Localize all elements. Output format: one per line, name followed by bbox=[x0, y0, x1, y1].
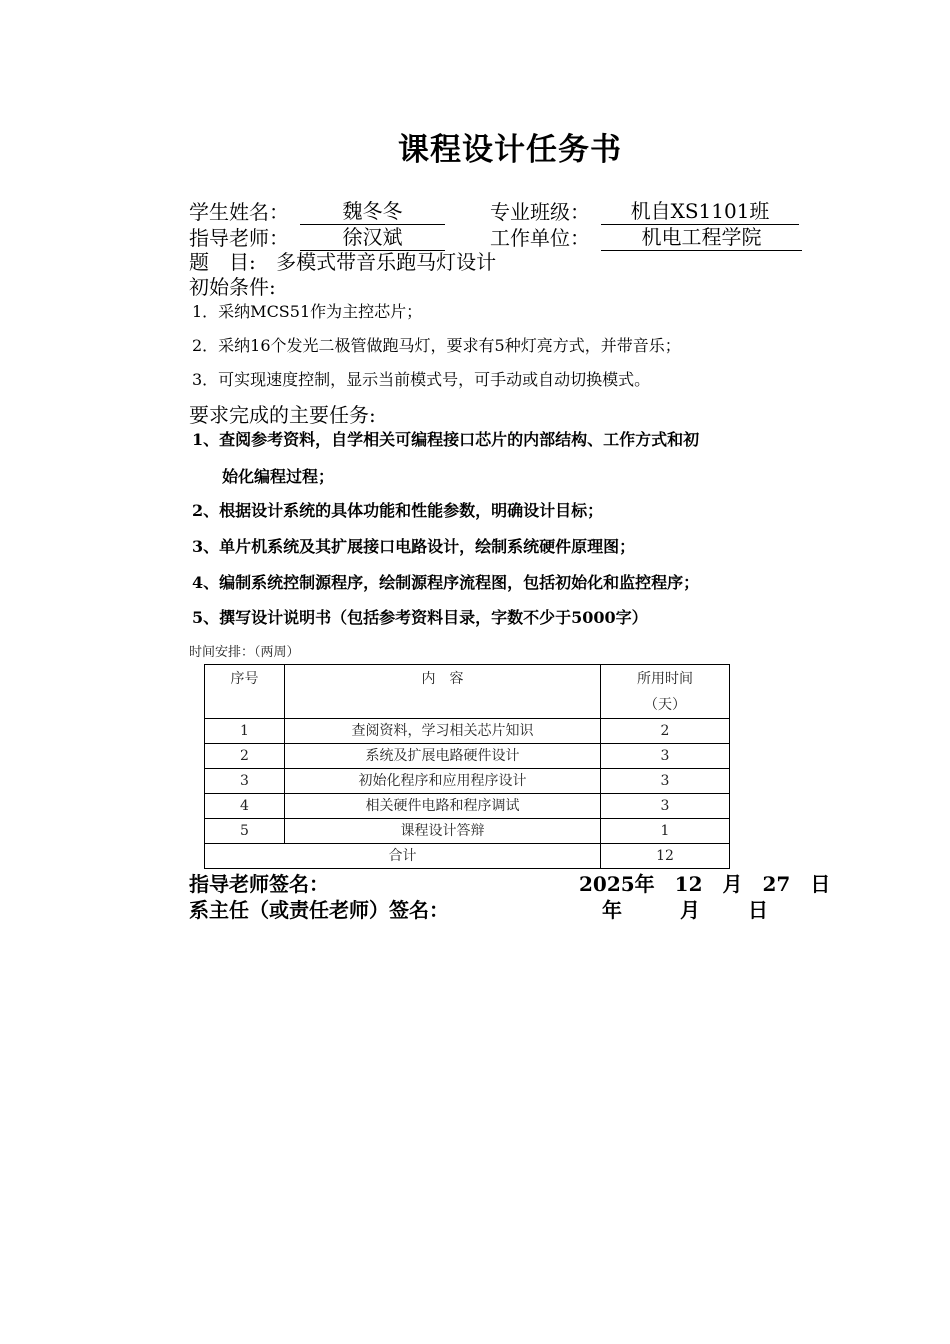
condition-item-1: 1．采纳MCS51作为主控芯片； bbox=[192, 302, 423, 321]
task-item-4: 4、编制系统控制源程序，绘制源程序流程图，包括初始化和监控程序； bbox=[192, 573, 700, 592]
teacher-name-value: 徐汉斌 bbox=[300, 224, 445, 251]
row-content: 课程设计答辩 bbox=[285, 819, 601, 844]
student-name-label: 学生姓名： bbox=[189, 200, 289, 224]
conditions-heading: 初始条件: bbox=[189, 275, 276, 299]
table-total-row bbox=[205, 844, 730, 869]
row-no: 1 bbox=[205, 719, 285, 744]
row-days: 3 bbox=[601, 769, 730, 794]
table-row bbox=[205, 819, 730, 844]
schedule-table bbox=[204, 664, 730, 869]
total-label: 合计 bbox=[205, 844, 601, 869]
class-label: 专业班级： bbox=[490, 200, 590, 224]
row-content: 相关硬件电路和程序调试 bbox=[285, 794, 601, 819]
director-year: 年 bbox=[602, 898, 622, 922]
row-content: 系统及扩展电路硬件设计 bbox=[285, 744, 601, 769]
row-no: 5 bbox=[205, 819, 285, 844]
condition-item-2: 2．采纳16个发光二极管做跑马灯，要求有5种灯亮方式，并带音乐； bbox=[192, 336, 681, 355]
header-days-line2: （天） bbox=[644, 697, 686, 713]
schedule-label: 时间安排：（两周） bbox=[189, 645, 300, 660]
task-item-2: 2、根据设计系统的具体功能和性能参数，明确设计目标； bbox=[192, 501, 604, 520]
row-days: 3 bbox=[601, 744, 730, 769]
topic-label: 题 目: bbox=[189, 250, 256, 274]
topic-row bbox=[189, 248, 496, 276]
row-days: 3 bbox=[601, 794, 730, 819]
unit-value: 机电工程学院 bbox=[601, 224, 802, 251]
row-content: 查阅资料，学习相关芯片知识 bbox=[285, 719, 601, 744]
tasks-heading: 要求完成的主要任务: bbox=[189, 403, 376, 427]
task-item-3: 3、单片机系统及其扩展接口电路设计，绘制系统硬件原理图； bbox=[192, 537, 636, 556]
header-days-line1: 所用时间 bbox=[637, 671, 693, 687]
teacher-name-label: 指导老师： bbox=[189, 226, 289, 250]
condition-item-3: 3．可实现速度控制，显示当前模式号，可手动或自动切换模式。 bbox=[192, 370, 651, 389]
director-month: 月 bbox=[680, 898, 700, 922]
page-title: 课程设计任务书 bbox=[398, 132, 622, 168]
total-days: 12 bbox=[601, 844, 730, 869]
task-item-1-continued: 始化编程过程； bbox=[222, 467, 335, 486]
row-no: 3 bbox=[205, 769, 285, 794]
row-no: 2 bbox=[205, 744, 285, 769]
teacher-signature-label: 指导老师签名： bbox=[189, 872, 329, 896]
teacher-signature-date: 2025年 12 月 27 日 bbox=[579, 872, 831, 896]
task-item-1: 1、查阅参考资料，自学相关可编程接口芯片的内部结构、工作方式和初 bbox=[192, 430, 700, 449]
row-days: 2 bbox=[601, 719, 730, 744]
student-name-value: 魏冬冬 bbox=[300, 198, 445, 225]
row-content: 初始化程序和应用程序设计 bbox=[285, 769, 601, 794]
header-days bbox=[601, 665, 730, 719]
table-row bbox=[205, 744, 730, 769]
table-row bbox=[205, 769, 730, 794]
table-header-row bbox=[205, 665, 730, 719]
class-value: 机自XS1101班 bbox=[601, 198, 799, 225]
header-content: 内 容 bbox=[285, 665, 601, 719]
student-info-row bbox=[189, 198, 829, 226]
table-row bbox=[205, 719, 730, 744]
row-days: 1 bbox=[601, 819, 730, 844]
task-item-5: 5、撰写设计说明书（包括参考资料目录，字数不少于5000字） bbox=[192, 608, 648, 627]
director-day: 日 bbox=[748, 898, 768, 922]
table-row bbox=[205, 794, 730, 819]
row-no: 4 bbox=[205, 794, 285, 819]
topic-value: 多模式带音乐跑马灯设计 bbox=[276, 250, 497, 274]
unit-label: 工作单位： bbox=[490, 226, 590, 250]
director-signature-label: 系主任（或责任老师）签名： bbox=[189, 898, 449, 922]
header-no: 序号 bbox=[205, 665, 285, 719]
